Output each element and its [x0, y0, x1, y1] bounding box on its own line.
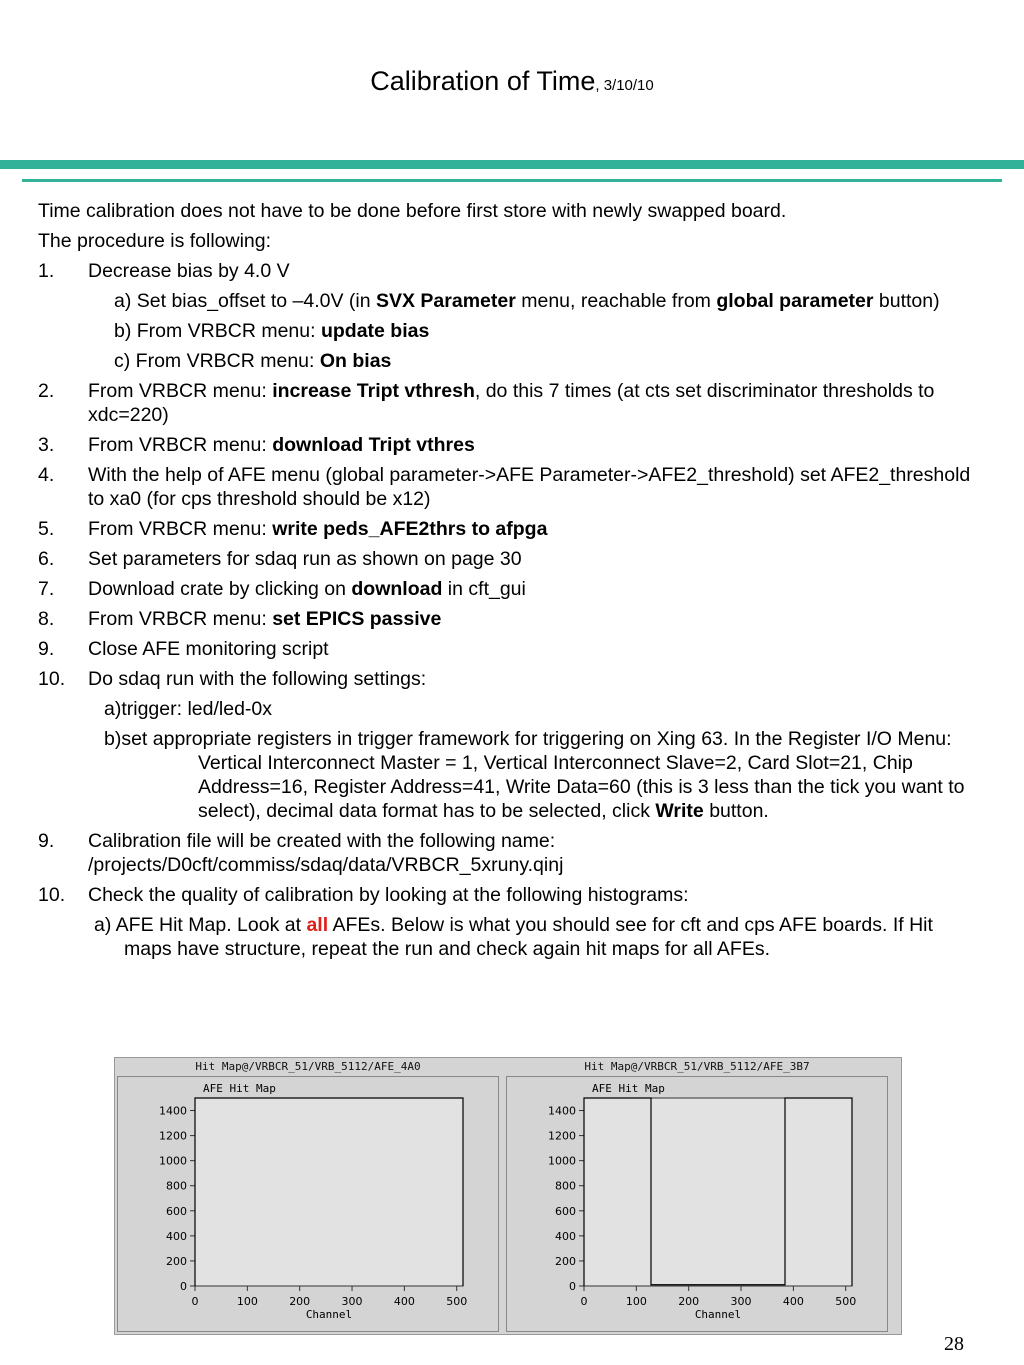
x-tick-label: 0 [580, 1295, 588, 1308]
x-tick-label: 500 [835, 1295, 857, 1308]
chart-title: AFE Hit Map [592, 1082, 665, 1095]
step-text: Do sdaq run with the following settings: [88, 668, 427, 690]
y-tick-label: 0 [569, 1280, 576, 1293]
step-10b [38, 727, 978, 823]
step-9-calibration-file [38, 829, 978, 877]
step-text: c) From VRBCR menu: [114, 350, 320, 372]
step-5 [38, 517, 978, 541]
plot-area [584, 1098, 852, 1286]
step-4 [38, 463, 978, 511]
step-text: a) AFE Hit Map. Look at [94, 914, 307, 936]
step-1 [38, 259, 978, 283]
y-tick-label: 600 [166, 1204, 187, 1218]
y-tick-label: 1200 [548, 1129, 576, 1143]
y-tick-label: 1000 [159, 1154, 187, 1168]
step-9 [38, 637, 978, 661]
step-text: , do this 7 times (at cts set discriminator thresholds to xdc=220) [88, 380, 935, 426]
button-name: Write [655, 800, 704, 822]
step-8 [38, 607, 978, 631]
step-text: Set parameters for sdaq run as shown on page 30 [88, 548, 522, 570]
step-number: 9. [38, 638, 55, 660]
procedure-content [38, 199, 978, 967]
step-text: From VRBCR menu: [88, 380, 273, 402]
menu-item-name: increase Tript vthresh [272, 380, 475, 402]
step-text: in cft_gui [442, 578, 526, 600]
intro-line-2: The procedure is following: [38, 230, 272, 252]
step-number: 10. [38, 668, 66, 690]
step-6 [38, 547, 978, 571]
step-text: From VRBCR menu: [88, 608, 273, 630]
step-10-check-quality [38, 883, 978, 907]
y-tick-label: 600 [555, 1204, 576, 1218]
menu-item-name: download Tript vthres [272, 434, 475, 456]
hit-map-panel-left [115, 1058, 501, 1334]
step-3 [38, 433, 978, 457]
y-tick-label: 400 [555, 1229, 576, 1243]
x-tick-label: 500 [446, 1295, 468, 1308]
emphasis-all: all [306, 914, 329, 936]
y-tick-label: 800 [166, 1179, 187, 1193]
step-number: 1. [38, 260, 55, 282]
step-1b [38, 319, 978, 343]
step-text: button) [873, 290, 940, 312]
step-text: AFEs. Below is what you should see for cft and cps AFE boards. If Hit maps have structure, repeat the run and check again hit maps for all AFEs. [124, 914, 933, 960]
menu-item-name: write peds_AFE2thrs to afpga [272, 518, 548, 540]
step-number: 3. [38, 434, 55, 456]
step-number: 5. [38, 518, 55, 540]
step-text: b)set appropriate registers in trigger framework for triggering on Xing 63. In the Register I/O Menu: Vertical Interconnect Master = 1, Vertical Interconnect Slave=2, Card Slot=21, Chip Address=16, Register Address=41, Write Data=60 (this is 3 less than the tick you want to select), decimal data format has to be selected, click [104, 728, 965, 822]
x-tick-label: 400 [393, 1295, 415, 1308]
button-name: global parameter [716, 290, 874, 312]
page-number: 28 [944, 1333, 964, 1355]
step-10-a-hit-map [38, 913, 978, 961]
title-date: , 3/10/10 [595, 77, 654, 94]
title-main: Calibration of Time [370, 66, 596, 96]
hit-map-chart-left [117, 1076, 499, 1332]
step-number: 2. [38, 380, 55, 402]
x-tick-label: 200 [289, 1295, 311, 1308]
step-number: 8. [38, 608, 55, 630]
menu-name: SVX Parameter [375, 290, 516, 312]
x-tick-label: 100 [625, 1295, 647, 1308]
step-1c [38, 349, 978, 373]
step-text: With the help of AFE menu (global parameter->AFE Parameter->AFE2_threshold) set AFE2_threshold to xa0 (for cps threshold should be x12) [88, 464, 971, 510]
header-divider-thin [22, 179, 1002, 182]
hit-map-screenshots [114, 1057, 902, 1335]
step-text: From VRBCR menu: [88, 518, 273, 540]
chart-title: AFE Hit Map [203, 1082, 276, 1095]
y-tick-label: 400 [166, 1229, 187, 1243]
panel-title: Hit Map@/VRBCR_51/VRB_5112/AFE_4A0 [195, 1060, 421, 1073]
step-number: 6. [38, 548, 55, 570]
step-text: menu, reachable from [515, 290, 717, 312]
step-text: Check the quality of calibration by looking at the following histograms: [88, 884, 689, 906]
y-tick-label: 200 [555, 1254, 576, 1268]
menu-item-name: On bias [319, 350, 392, 372]
x-tick-label: 200 [678, 1295, 700, 1308]
step-text: Decrease bias by 4.0 V [88, 260, 290, 282]
hit-map-panel-right [504, 1058, 890, 1334]
step-text: a) Set bias_offset to –4.0V (in [114, 290, 376, 312]
step-7 [38, 577, 978, 601]
step-text: button. [703, 800, 769, 822]
step-10a: a)trigger: led/led-0x [104, 698, 272, 720]
y-tick-label: 800 [555, 1179, 576, 1193]
button-name: download [351, 578, 443, 600]
step-text: From VRBCR menu: [88, 434, 273, 456]
header-divider-thick [0, 160, 1024, 169]
x-tick-label: 300 [341, 1295, 363, 1308]
x-tick-label: 100 [236, 1295, 258, 1308]
step-1a [38, 289, 978, 313]
menu-item-name: update bias [320, 320, 430, 342]
step-text: Close AFE monitoring script [88, 638, 329, 660]
y-tick-label: 1400 [548, 1104, 576, 1118]
x-tick-label: 300 [730, 1295, 752, 1308]
x-axis-label: Channel [694, 1308, 742, 1321]
x-tick-label: 400 [782, 1295, 804, 1308]
plot-area [195, 1098, 463, 1286]
x-tick-label: 0 [191, 1295, 199, 1308]
step-text: Calibration file will be created with the following name: /projects/D0cft/commiss/sdaq/data/VRBCR_5xruny.qinj [88, 830, 564, 876]
y-tick-label: 1000 [548, 1154, 576, 1168]
step-number: 4. [38, 464, 55, 486]
y-tick-label: 200 [166, 1254, 187, 1268]
page-title [0, 64, 1024, 103]
step-number: 7. [38, 578, 55, 600]
step-text: Download crate by clicking on [88, 578, 352, 600]
step-text: b) From VRBCR menu: [114, 320, 321, 342]
y-tick-label: 1400 [159, 1104, 187, 1118]
step-2 [38, 379, 978, 427]
step-10 [38, 667, 978, 691]
step-number: 9. [38, 830, 55, 852]
hit-map-chart-right [506, 1076, 888, 1332]
panel-title: Hit Map@/VRBCR_51/VRB_5112/AFE_3B7 [584, 1060, 810, 1073]
menu-item-name: set EPICS passive [272, 608, 442, 630]
x-axis-label: Channel [305, 1308, 353, 1321]
y-tick-label: 1200 [159, 1129, 187, 1143]
step-number: 10. [38, 884, 66, 906]
intro-line-1: Time calibration does not have to be done before first store with newly swapped board. [38, 200, 787, 222]
y-tick-label: 0 [180, 1280, 187, 1293]
